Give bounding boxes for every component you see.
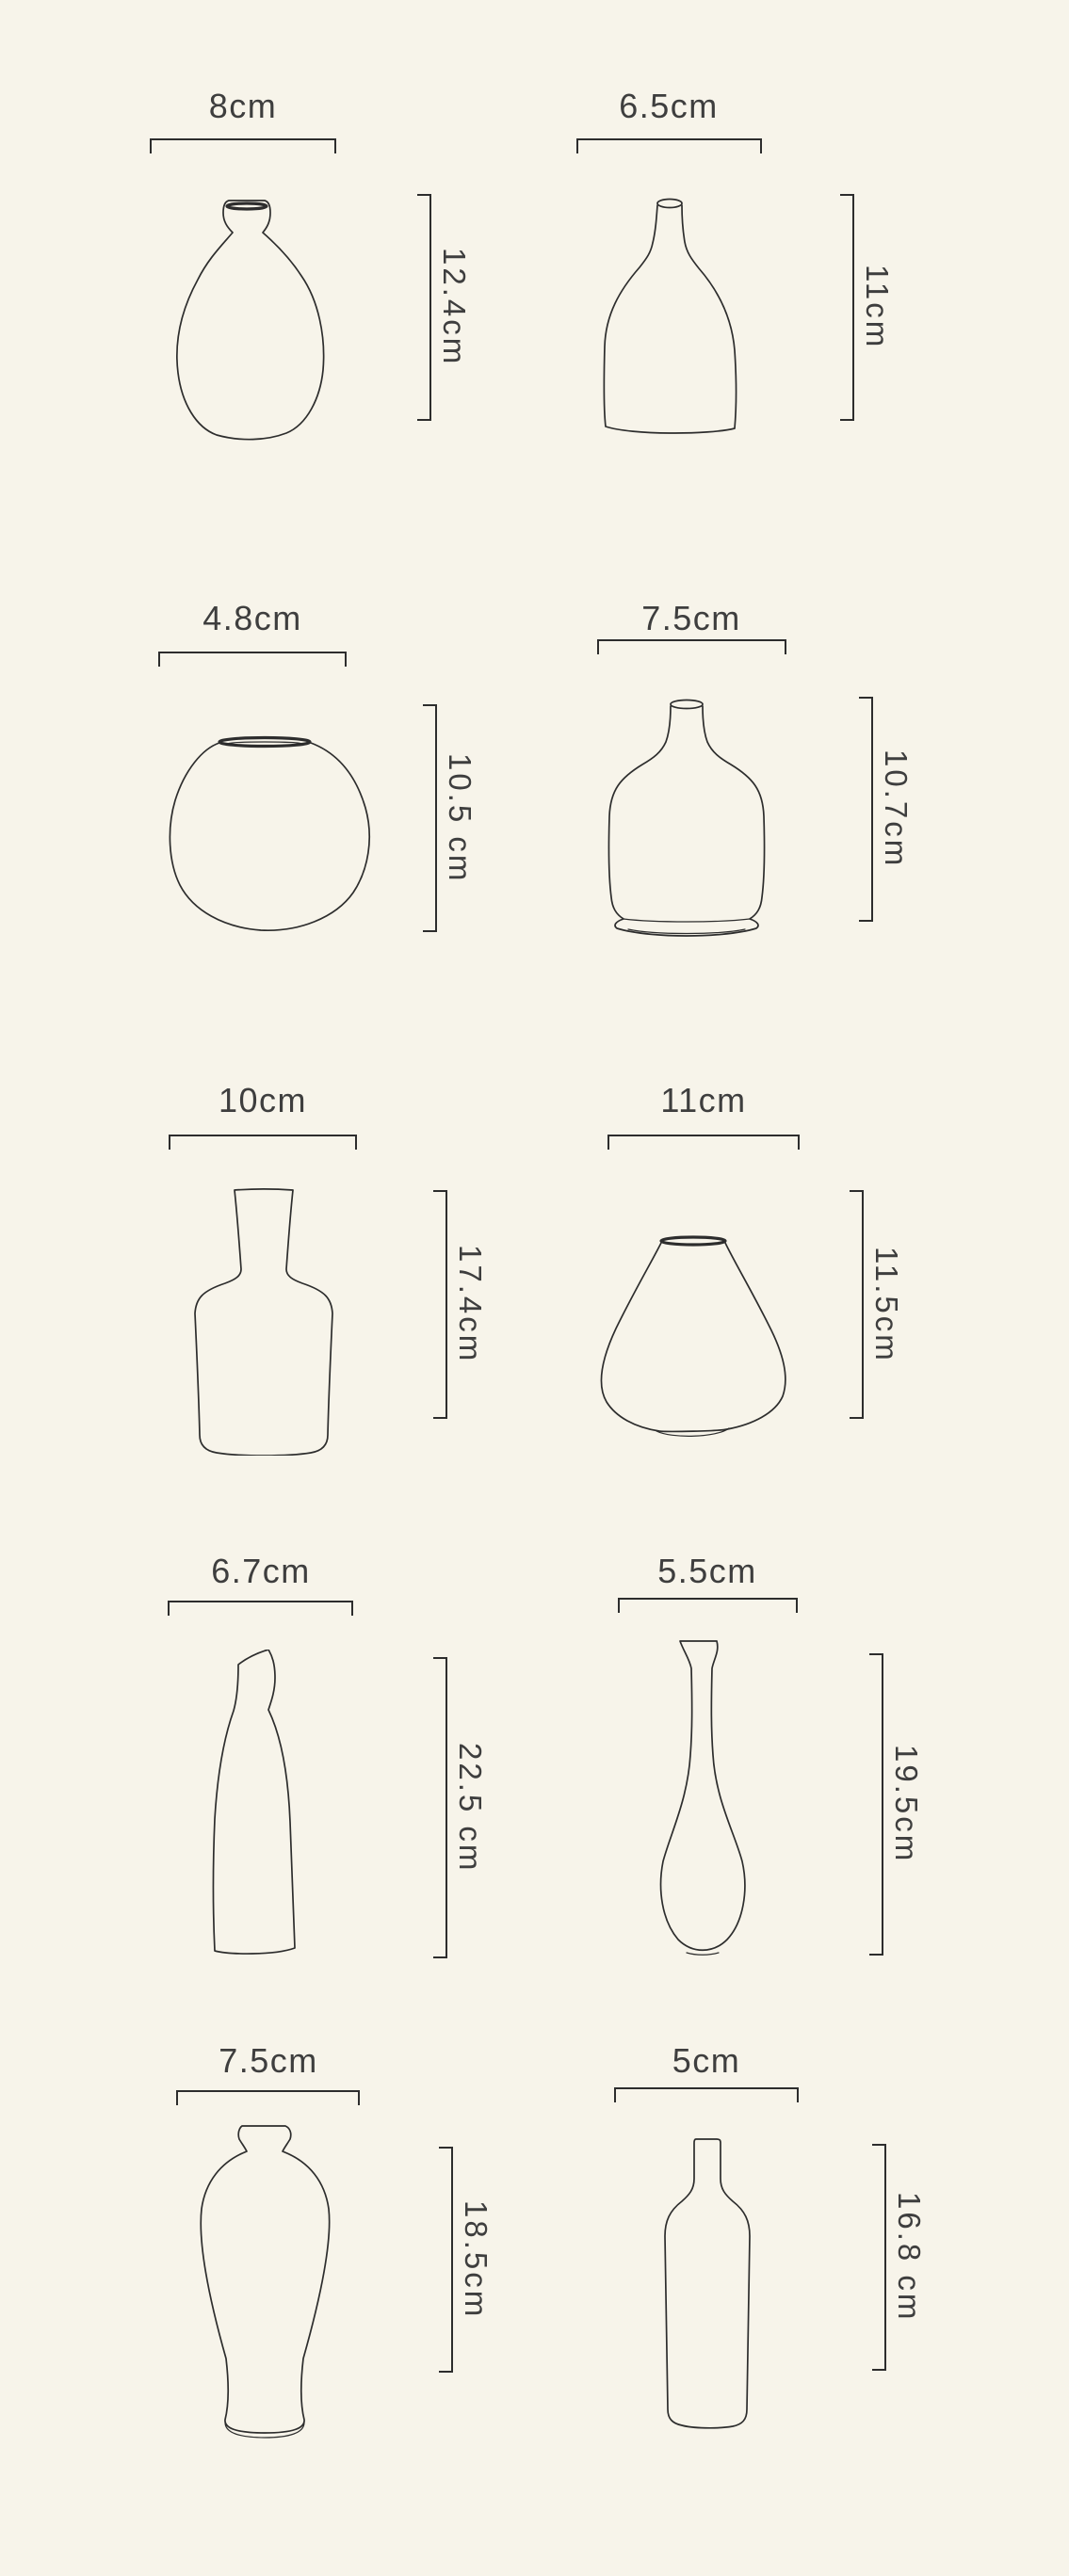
width-dimension-label: 5cm	[672, 2041, 741, 2080]
width-dimension-bracket	[576, 138, 762, 153]
height-dimension-bracket	[433, 1190, 447, 1419]
vase-outline-decanter	[186, 1188, 341, 1456]
width-dimension-bracket	[158, 652, 347, 667]
height-dimension-label: 18.5cm	[459, 2199, 494, 2320]
width-dimension-bracket	[607, 1135, 800, 1150]
vase-outline-bell-bottle	[593, 194, 747, 444]
height-dimension-bracket	[859, 697, 873, 922]
height-dimension-label: 11.5cm	[869, 1246, 904, 1363]
height-dimension-label: 22.5 cm	[453, 1742, 488, 1874]
height-dimension-label: 16.8 cm	[892, 2192, 927, 2323]
vase-outline-slanted-spout-bottle	[210, 1650, 299, 1957]
width-dimension-label: 7.5cm	[641, 599, 741, 637]
width-dimension-bracket	[169, 1135, 357, 1150]
vase-outline-gourd-bottle	[172, 194, 328, 444]
width-dimension-bracket	[618, 1598, 798, 1613]
height-dimension-label: 19.5cm	[889, 1745, 924, 1864]
height-dimension-bracket	[417, 194, 431, 421]
height-dimension-bracket	[423, 704, 437, 932]
height-dimension-bracket	[840, 194, 854, 421]
height-dimension-bracket	[439, 2147, 453, 2373]
width-dimension-bracket	[614, 2087, 799, 2102]
height-dimension-label: 17.4cm	[453, 1245, 488, 1364]
vase-outline-meiping	[198, 2125, 332, 2439]
width-dimension-label: 6.5cm	[619, 87, 719, 125]
width-dimension-label: 8cm	[208, 87, 278, 125]
width-dimension-bracket	[597, 639, 786, 654]
height-dimension-label: 11cm	[860, 265, 895, 350]
height-dimension-bracket	[850, 1190, 864, 1419]
width-dimension-label: 7.5cm	[219, 2041, 318, 2080]
width-dimension-bracket	[168, 1601, 353, 1616]
vase-outline-long-neck-bulb	[655, 1640, 751, 1960]
width-dimension-label: 4.8cm	[202, 599, 302, 637]
width-dimension-label: 5.5cm	[657, 1552, 757, 1590]
height-dimension-bracket	[872, 2144, 886, 2371]
vase-outline-round-pot	[165, 733, 375, 934]
vase-outline-teardrop	[596, 1234, 791, 1440]
vase-outline-jar	[598, 695, 775, 945]
height-dimension-label: 10.7cm	[879, 749, 914, 869]
width-dimension-label: 6.7cm	[211, 1552, 311, 1590]
height-dimension-label: 12.4cm	[437, 248, 472, 367]
height-dimension-bracket	[433, 1657, 447, 1958]
width-dimension-label: 11cm	[660, 1081, 747, 1119]
vase-outline-wine-bottle	[662, 2137, 752, 2429]
width-dimension-label: 10cm	[218, 1081, 308, 1119]
width-dimension-bracket	[150, 138, 336, 153]
height-dimension-bracket	[869, 1653, 883, 1956]
width-dimension-bracket	[176, 2090, 360, 2105]
height-dimension-label: 10.5 cm	[443, 752, 478, 884]
